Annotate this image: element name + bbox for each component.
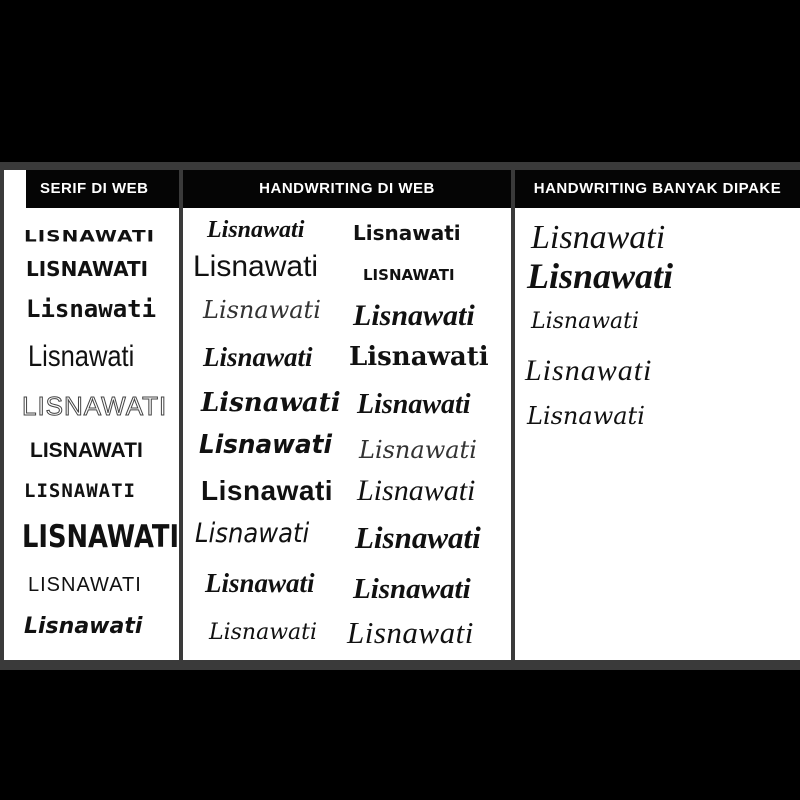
popular-sample-1: Lisnawati — [531, 219, 666, 256]
popular-sample-5: Lisnawati — [527, 402, 645, 430]
handwriting-right-sample-4: Lisnawati — [349, 342, 489, 372]
handwriting-right-sample-3: Lisnawati — [353, 299, 475, 332]
handwriting-right-sample-1: Lisnawati — [353, 221, 461, 245]
serif-sample-5: LISNAWATI — [22, 391, 168, 421]
handwriting-right-sample-10: Lisnawati — [347, 615, 474, 650]
handwriting-right-sample-7: Lisnawati — [357, 474, 476, 507]
serif-sample-8: LISNAWATI — [22, 519, 179, 555]
popular-header: HANDWRITING BANYAK DIPAKE — [515, 170, 800, 208]
handwriting-right-sample-2: LISNAWATI — [363, 266, 455, 284]
serif-sample-9: LISNAWATI — [28, 574, 142, 596]
handwriting-left-sample-5: Lisnawati — [201, 388, 341, 418]
serif-sample-6: LISNAWATI — [30, 439, 143, 462]
serif-sample-7: LISNAWATI — [24, 480, 136, 502]
handwriting-left-sample-3: Lisnawati — [203, 296, 321, 324]
serif-column — [4, 170, 179, 660]
handwriting-left-sample-1: Lisnawati — [207, 217, 305, 243]
handwriting-column — [183, 170, 511, 660]
handwriting-header: HANDWRITING DI WEB — [183, 170, 511, 208]
handwriting-right-sample-5: Lisnawati — [357, 389, 471, 420]
serif-header: SERIF DI WEB — [26, 170, 179, 208]
popular-handwriting-column — [515, 170, 800, 660]
handwriting-left-sample-7: Lisnawati — [201, 475, 334, 506]
popular-sample-3: Lisnawati — [531, 309, 640, 334]
serif-sample-3: Lisnawati — [26, 295, 157, 323]
serif-sample-1: LISNAWATI — [24, 226, 156, 246]
popular-sample-2: Lisnawati — [527, 256, 674, 296]
handwriting-left-sample-4: Lisnawati — [203, 342, 313, 372]
popular-sample-4: Lisnawati — [525, 354, 653, 387]
serif-sample-2: LISNAWATI — [26, 257, 149, 281]
handwriting-left-sample-8: Lisnawati — [195, 518, 310, 549]
handwriting-right-sample-6: Lisnawati — [359, 436, 477, 464]
handwriting-left-sample-6: Lisnawati — [199, 430, 332, 460]
handwriting-right-sample-9: Lisnawati — [353, 573, 471, 605]
font-comparison-panel — [0, 162, 800, 670]
handwriting-left-sample-10: Lisnawati — [209, 620, 318, 645]
handwriting-left-sample-2: Lisnawati — [193, 250, 319, 283]
handwriting-left-sample-9: Lisnawati — [205, 568, 315, 598]
serif-sample-4: Lisnawati — [28, 340, 135, 373]
serif-sample-10: Lisnawati — [24, 614, 143, 639]
handwriting-right-sample-8: Lisnawati — [355, 520, 481, 555]
